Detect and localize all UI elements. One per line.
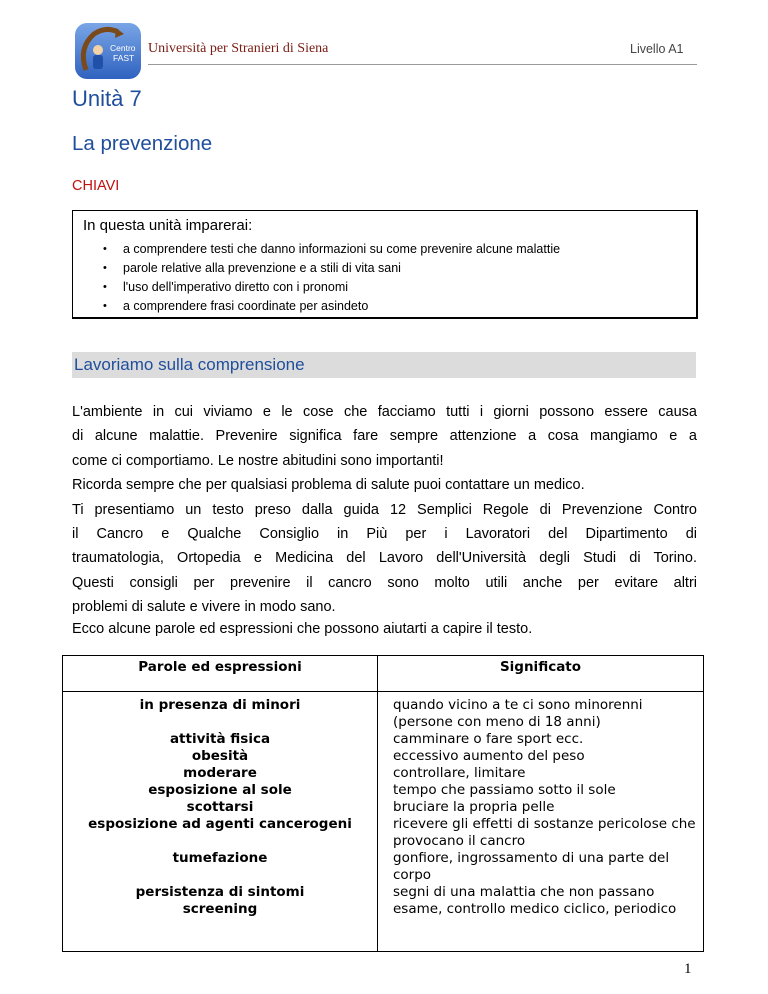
table-meaning: controllare, limitare (393, 765, 526, 781)
column-header-meaning: Significato (499, 659, 582, 675)
table-term: moderare (183, 765, 257, 781)
paragraph-line: problemi di salute e vivere in modo sano. (72, 599, 336, 616)
unit-title: Unità 7 (72, 86, 142, 111)
table-term: screening (182, 901, 258, 917)
header-divider (148, 64, 697, 65)
table-term: persistenza di sintomi (135, 884, 305, 900)
column-header-terms: Parole ed espressioni (138, 659, 302, 675)
table-meaning: quando vicino a te ci sono minorenni (393, 697, 643, 713)
level-label: Livello A1 (630, 42, 684, 56)
vocabulary-table (62, 655, 704, 952)
paragraph-line: come ci comportiamo. Le nostre abitudini sono importanti! (72, 452, 444, 469)
table-meaning: eccessivo aumento del peso (393, 748, 585, 764)
paragraph-line: il Cancro e Qualche Consiglio in Più per i Lavoratori del Dipartimento di (72, 525, 697, 542)
paragraph-line: traumatologia, Ortopedia e Medicina del Lavoro dell'Università degli Studi di Torino. (72, 550, 697, 567)
section-title: Lavoriamo sulla comprensione (74, 355, 305, 374)
paragraph-line: L'ambiente in cui viviamo e le cose che facciamo tutti i giorni possono essere causa (72, 404, 697, 420)
table-term: in presenza di minori (139, 697, 301, 713)
objective-item: • parole relative alla prevenzione e a stili di vita sani (95, 259, 560, 278)
table-meaning: segni di una malattia che non passano (393, 884, 655, 900)
table-meaning: bruciare la propria pelle (393, 799, 555, 815)
paragraph-line: di alcune malattie. Prevenire significa fare sempre attenzione a cosa mangiamo e a (72, 428, 697, 445)
svg-text:FAST: FAST (113, 53, 135, 63)
table-term: obesità (191, 748, 249, 764)
table-term: esposizione al sole (148, 782, 292, 798)
table-meaning: camminare o fare sport ecc. (393, 731, 584, 747)
paragraph-line: Ti presentiamo un testo preso dalla guida 12 Semplici Regole di Prevenzione Contro (72, 501, 697, 518)
objective-item: • l'uso dell'imperativo diretto con i pronomi (95, 278, 560, 297)
objectives-box (72, 210, 698, 319)
objectives-title: In questa unità imparerai: (83, 217, 253, 234)
table-meaning: esame, controllo medico ciclico, periodico (393, 901, 677, 917)
objective-item: • a comprendere testi che danno informazioni su come prevenire alcune malattie (95, 240, 560, 259)
table-term: tumefazione (172, 850, 268, 866)
chiavi-label: CHIAVI (72, 178, 120, 194)
table-term: attività fisica (169, 731, 271, 747)
page-number: 1 (684, 961, 692, 977)
table-meaning: gonfiore, ingrossamento di una parte del (393, 850, 670, 866)
svg-text:Centro: Centro (110, 43, 136, 53)
section-heading (72, 352, 696, 378)
table-intro: Ecco alcune parole ed espressioni che possono aiutarti a capire il testo. (72, 621, 533, 637)
table-meaning: (persone con meno di 18 anni) (393, 714, 601, 730)
table-meaning: corpo (393, 867, 432, 883)
table-term: scottarsi (186, 799, 254, 815)
table-term: esposizione ad agenti cancerogeni (88, 816, 352, 832)
objective-item: • a comprendere frasi coordinate per asindeto (95, 297, 560, 316)
lesson-title: La prevenzione (72, 132, 213, 155)
university-name: Università per Stranieri di Siena (148, 41, 329, 56)
centro-fast-logo (72, 20, 144, 82)
paragraph-line: Questi consigli per prevenire il cancro sono molto utili anche per evitare altri (72, 574, 697, 591)
table-meaning: ricevere gli effetti di sostanze pericolose che (393, 816, 696, 832)
comprehension-paragraph (72, 400, 697, 620)
paragraph-line: Ricorda sempre che per qualsiasi problema di salute puoi contattare un medico. (72, 477, 585, 494)
table-meaning: tempo che passiamo sotto il sole (393, 782, 616, 798)
table-meaning: provocano il cancro (393, 833, 526, 849)
objectives-list (95, 240, 560, 316)
